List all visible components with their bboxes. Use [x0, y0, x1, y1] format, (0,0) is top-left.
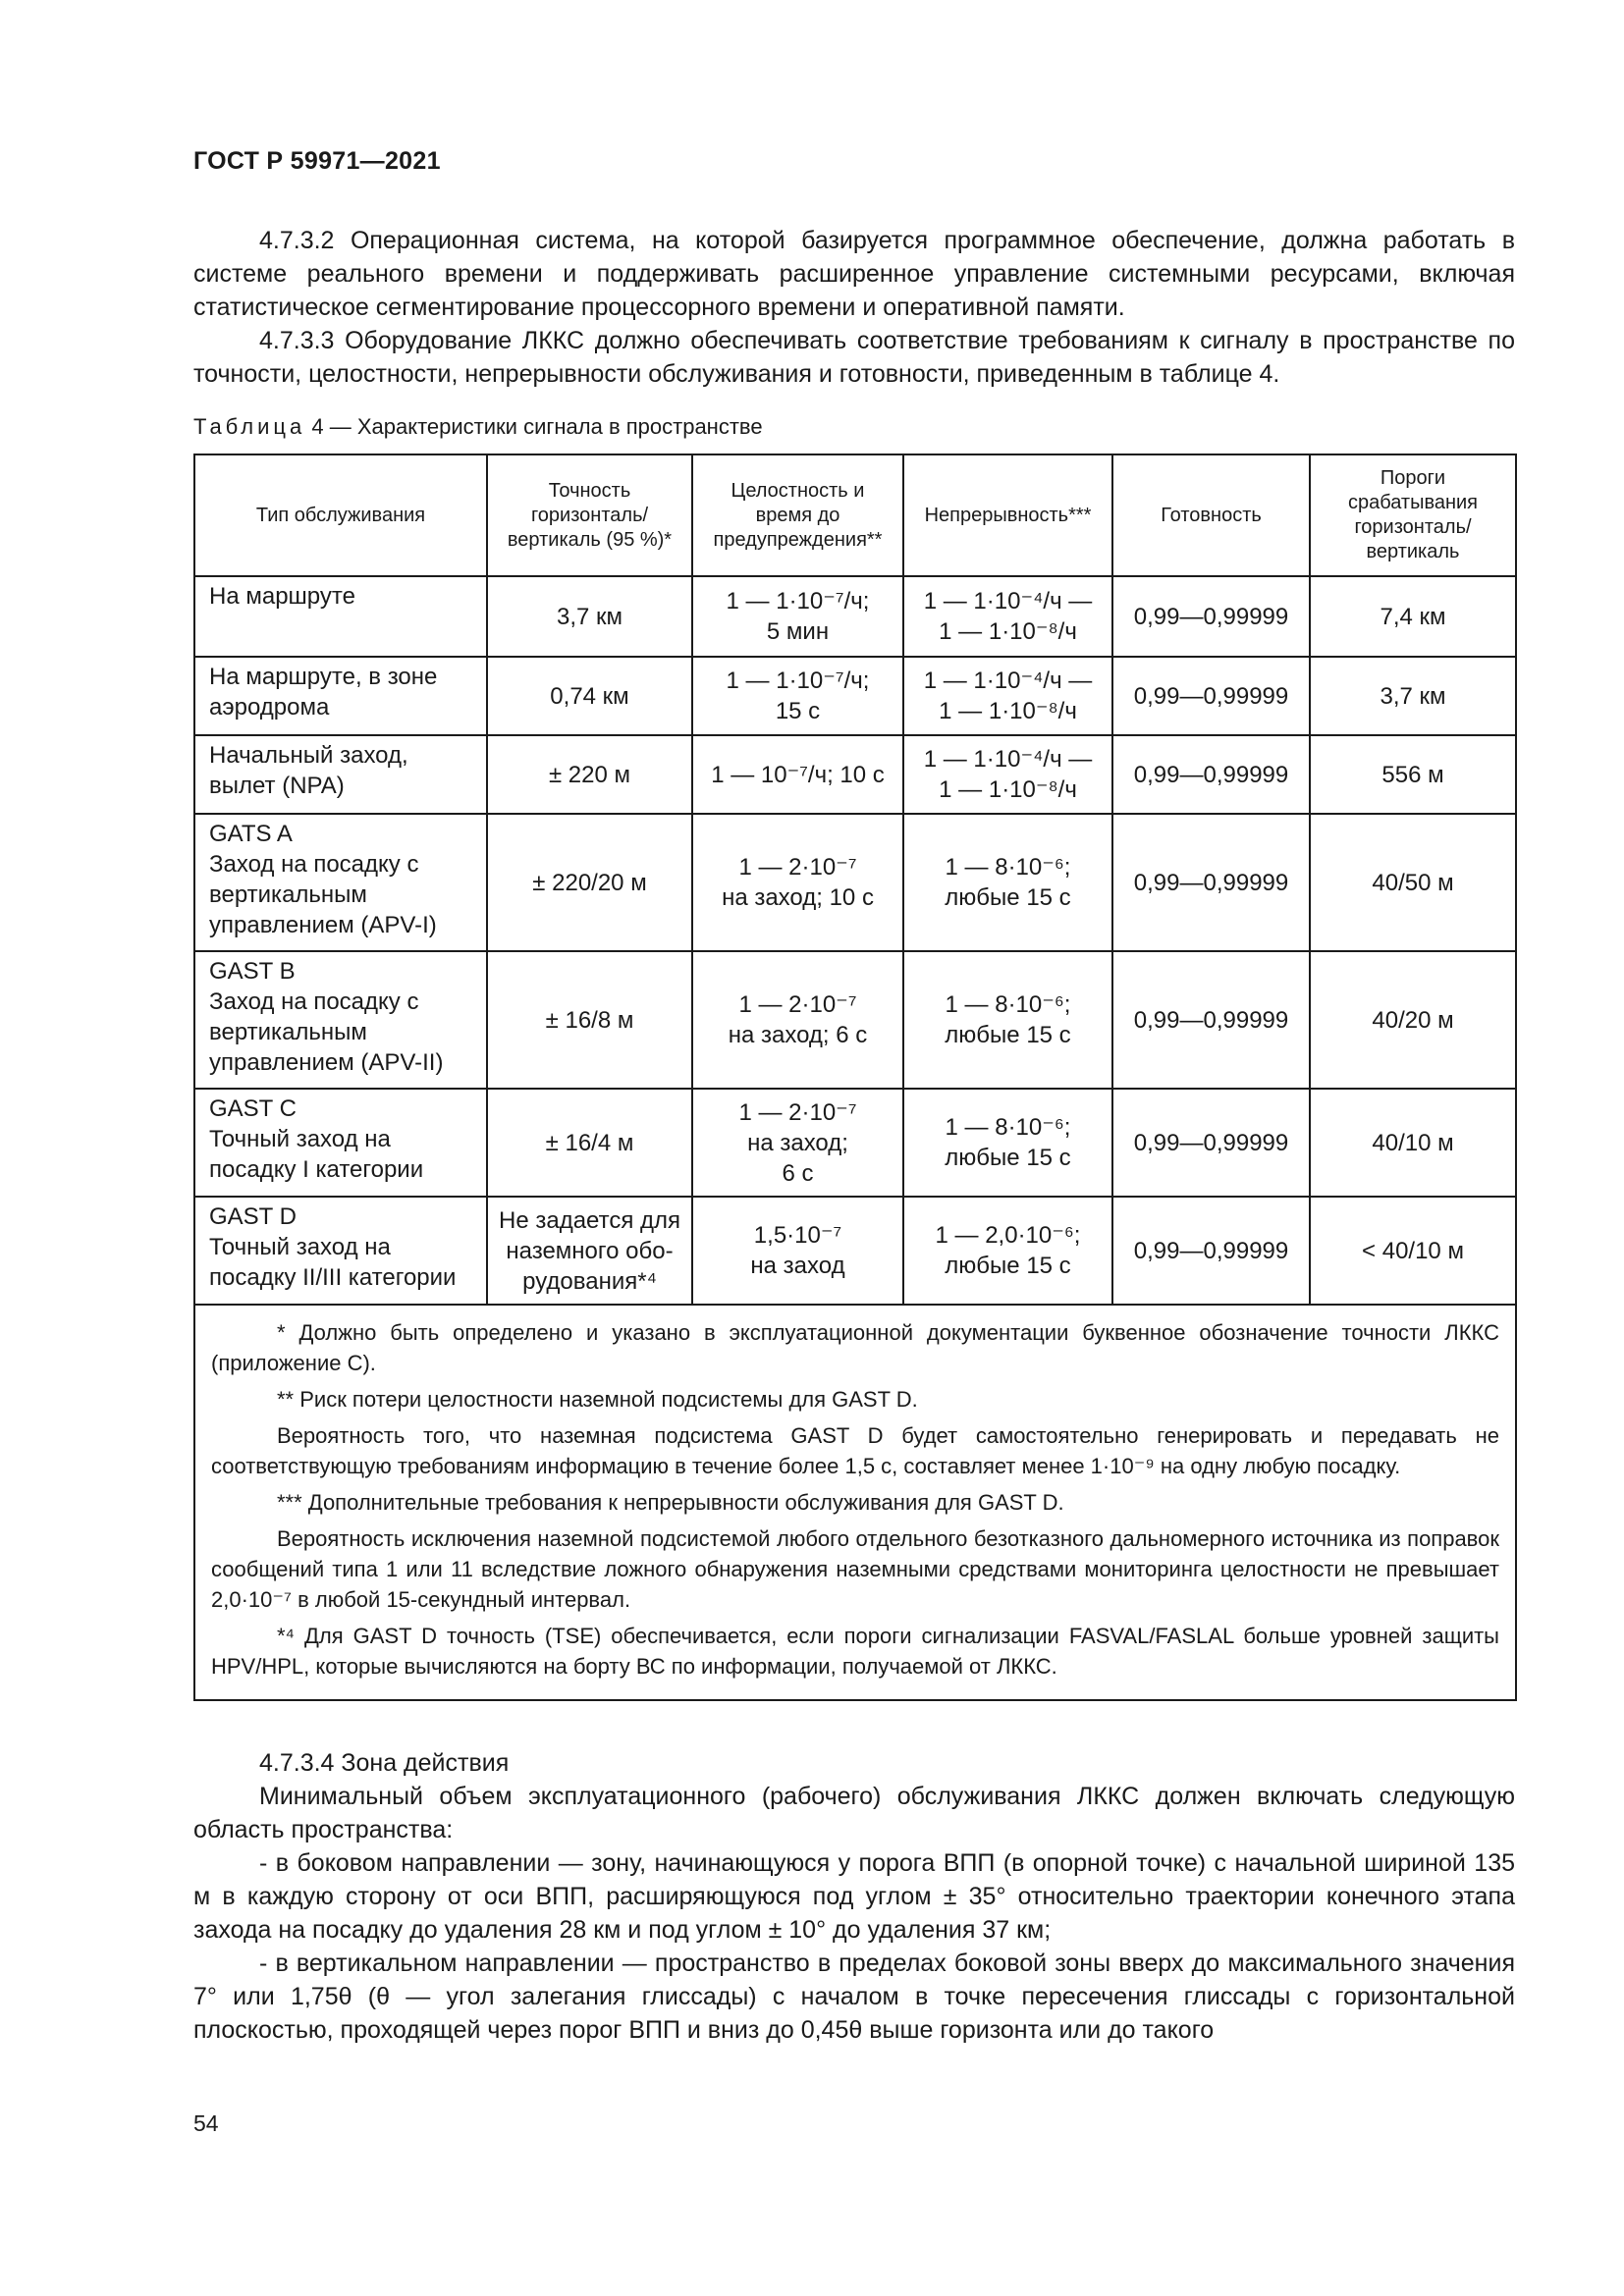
cell-accuracy: ± 220 м [487, 735, 692, 814]
cell-thresholds: 40/10 м [1310, 1089, 1516, 1197]
note-accuracy: * Должно быть определено и указано в эксплуатационной документации буквенное обозначение точности ЛККС (приложение С). [211, 1320, 1499, 1375]
table-caption [193, 414, 763, 440]
cell-service-type: GAST B Заход на посадку с вертикальным управлением (APV-II) [194, 951, 487, 1089]
table-notes-row [194, 1305, 1516, 1700]
cell-continuity: 1 — 8·10⁻⁶; любые 15 с [903, 814, 1112, 951]
cell-continuity: 1 — 2,0·10⁻⁶; любые 15 с [903, 1197, 1112, 1305]
note-continuity-probability: Вероятность исключения наземной подсистемой любого отдельного безотказного дальномерного источника из поправок сообщений типа 1 или 11 вследствие ложного обнаружения наземными средствами мониторинга целостности не превышает 2,0·10⁻⁷ в любой 15-секундный интервал. [211, 1526, 1499, 1612]
cell-accuracy: Не задается для наземного обо- рудования*⁴ [487, 1197, 692, 1305]
header-service-type: Тип обслуживания [194, 454, 487, 576]
intro-section [193, 224, 1515, 391]
cell-thresholds: 7,4 км [1310, 576, 1516, 657]
note-integrity: ** Риск потери целостности наземной подсистемы для GAST D. [277, 1387, 918, 1412]
table-row [194, 814, 1516, 951]
cell-integrity: 1 — 1·10⁻⁷/ч; 15 с [692, 657, 903, 735]
paragraph-vertical-direction: - в вертикальном направлении — пространство в пределах боковой зоны вверх до максимального значения 7° или 1,75θ (θ — угол залегания глиссады) с началом в точке пересечения глиссады с горизонтальной плоскостью, проходящей через порог ВПП и вниз до 0,45θ выше горизонта или до такого [193, 1949, 1515, 2044]
cell-availability: 0,99—0,99999 [1112, 735, 1310, 814]
cell-continuity: 1 — 8·10⁻⁶; любые 15 с [903, 951, 1112, 1089]
cell-service-type: GATS A Заход на посадку с вертикальным управлением (APV-I) [194, 814, 487, 951]
cell-accuracy: ± 16/4 м [487, 1089, 692, 1197]
cell-thresholds: 40/20 м [1310, 951, 1516, 1089]
note-continuity: *** Дополнительные требования к непрерывности обслуживания для GAST D. [277, 1490, 1064, 1515]
cell-availability: 0,99—0,99999 [1112, 1197, 1310, 1305]
zone-section [193, 1746, 1515, 2047]
table-row [194, 951, 1516, 1089]
cell-availability: 0,99—0,99999 [1112, 814, 1310, 951]
table-header-row [194, 454, 1516, 576]
header-integrity: Целостность и время до предупреждения** [692, 454, 903, 576]
paragraph-4-7-3-2: 4.7.3.2 Операционная система, на которой базируется программное обеспечение, должна работать в системе реального времени и поддерживать расширенное управление системными ресурсами, включая статистическое сегментирование процессорного времени и оперативной памяти. [193, 227, 1515, 321]
header-thresholds: Пороги срабатывания горизонталь/ вертикаль [1310, 454, 1516, 576]
cell-service-type: На маршруте, в зоне аэродрома [194, 657, 487, 735]
cell-availability: 0,99—0,99999 [1112, 576, 1310, 657]
cell-continuity: 1 — 1·10⁻⁴/ч — 1 — 1·10⁻⁸/ч [903, 735, 1112, 814]
table-caption-word: Таблица [193, 414, 306, 439]
header-availability: Готовность [1112, 454, 1310, 576]
header-accuracy: Точность горизонталь/ вертикаль (95 %)* [487, 454, 692, 576]
cell-service-type: GAST D Точный заход на посадку II/III категории [194, 1197, 487, 1305]
table-container [193, 454, 1515, 1701]
cell-integrity: 1 — 2·10⁻⁷ на заход; 10 с [692, 814, 903, 951]
paragraph-zone-intro: Минимальный объем эксплуатационного (рабочего) обслуживания ЛККС должен включать следующую область пространства: [193, 1783, 1515, 1843]
page-number: 54 [193, 2110, 219, 2136]
cell-thresholds: < 40/10 м [1310, 1197, 1516, 1305]
table-row [194, 1089, 1516, 1197]
note-gast-d-accuracy: *⁴ Для GAST D точность (TSE) обеспечивается, если пороги сигнализации FASVAL/FASLAL больше уровней защиты HPV/HPL, которые вычисляются на борту ВС по информации, получаемой от ЛККС. [211, 1624, 1499, 1679]
cell-accuracy: ± 220/20 м [487, 814, 692, 951]
table-row [194, 1197, 1516, 1305]
paragraph-4-7-3-4-title: 4.7.3.4 Зона действия [259, 1749, 510, 1777]
cell-service-type: Начальный заход, вылет (NPA) [194, 735, 487, 814]
cell-accuracy: 0,74 км [487, 657, 692, 735]
cell-integrity: 1,5·10⁻⁷ на заход [692, 1197, 903, 1305]
cell-integrity: 1 — 10⁻⁷/ч; 10 с [692, 735, 903, 814]
paragraph-4-7-3-3: 4.7.3.3 Оборудование ЛККС должно обеспечивать соответствие требованиям к сигналу в пространстве по точности, целостности, непрерывности обслуживания и готовности, приведенным в таблице 4. [193, 327, 1515, 388]
cell-accuracy: 3,7 км [487, 576, 692, 657]
cell-integrity: 1 — 2·10⁻⁷ на заход; 6 с [692, 951, 903, 1089]
document-code: ГОСТ Р 59971—2021 [193, 147, 441, 175]
table-caption-title: 4 — Характеристики сигнала в пространстве [305, 414, 763, 439]
cell-thresholds: 40/50 м [1310, 814, 1516, 951]
cell-continuity: 1 — 1·10⁻⁴/ч — 1 — 1·10⁻⁸/ч [903, 576, 1112, 657]
table-row [194, 735, 1516, 814]
cell-service-type: На маршруте [194, 576, 487, 657]
cell-thresholds: 556 м [1310, 735, 1516, 814]
table-row [194, 576, 1516, 657]
cell-availability: 0,99—0,99999 [1112, 951, 1310, 1089]
cell-integrity: 1 — 1·10⁻⁷/ч; 5 мин [692, 576, 903, 657]
cell-thresholds: 3,7 км [1310, 657, 1516, 735]
table-notes [194, 1305, 1516, 1700]
cell-continuity: 1 — 8·10⁻⁶; любые 15 с [903, 1089, 1112, 1197]
cell-continuity: 1 — 1·10⁻⁴/ч — 1 — 1·10⁻⁸/ч [903, 657, 1112, 735]
cell-service-type: GAST C Точный заход на посадку I категории [194, 1089, 487, 1197]
header-continuity: Непрерывность*** [903, 454, 1112, 576]
note-integrity-probability: Вероятность того, что наземная подсистема GAST D будет самостоятельно генерировать и передавать не соответствующую требованиям информацию в течение более 1,5 с, составляет менее 1·10⁻⁹ на одну любую посадку. [211, 1423, 1499, 1478]
cell-accuracy: ± 16/8 м [487, 951, 692, 1089]
cell-availability: 0,99—0,99999 [1112, 657, 1310, 735]
table-row [194, 657, 1516, 735]
signal-characteristics-table [193, 454, 1517, 1701]
cell-integrity: 1 — 2·10⁻⁷ на заход; 6 с [692, 1089, 903, 1197]
paragraph-lateral-direction: - в боковом направлении — зону, начинающуюся у порога ВПП (в опорной точке) с начальной шириной 135 м в каждую сторону от оси ВПП, расширяющуюся под углом ± 35° относительно траектории конечного этапа захода на посадку до удаления 28 км и под углом ± 10° до удаления 37 км; [193, 1849, 1515, 1944]
cell-availability: 0,99—0,99999 [1112, 1089, 1310, 1197]
